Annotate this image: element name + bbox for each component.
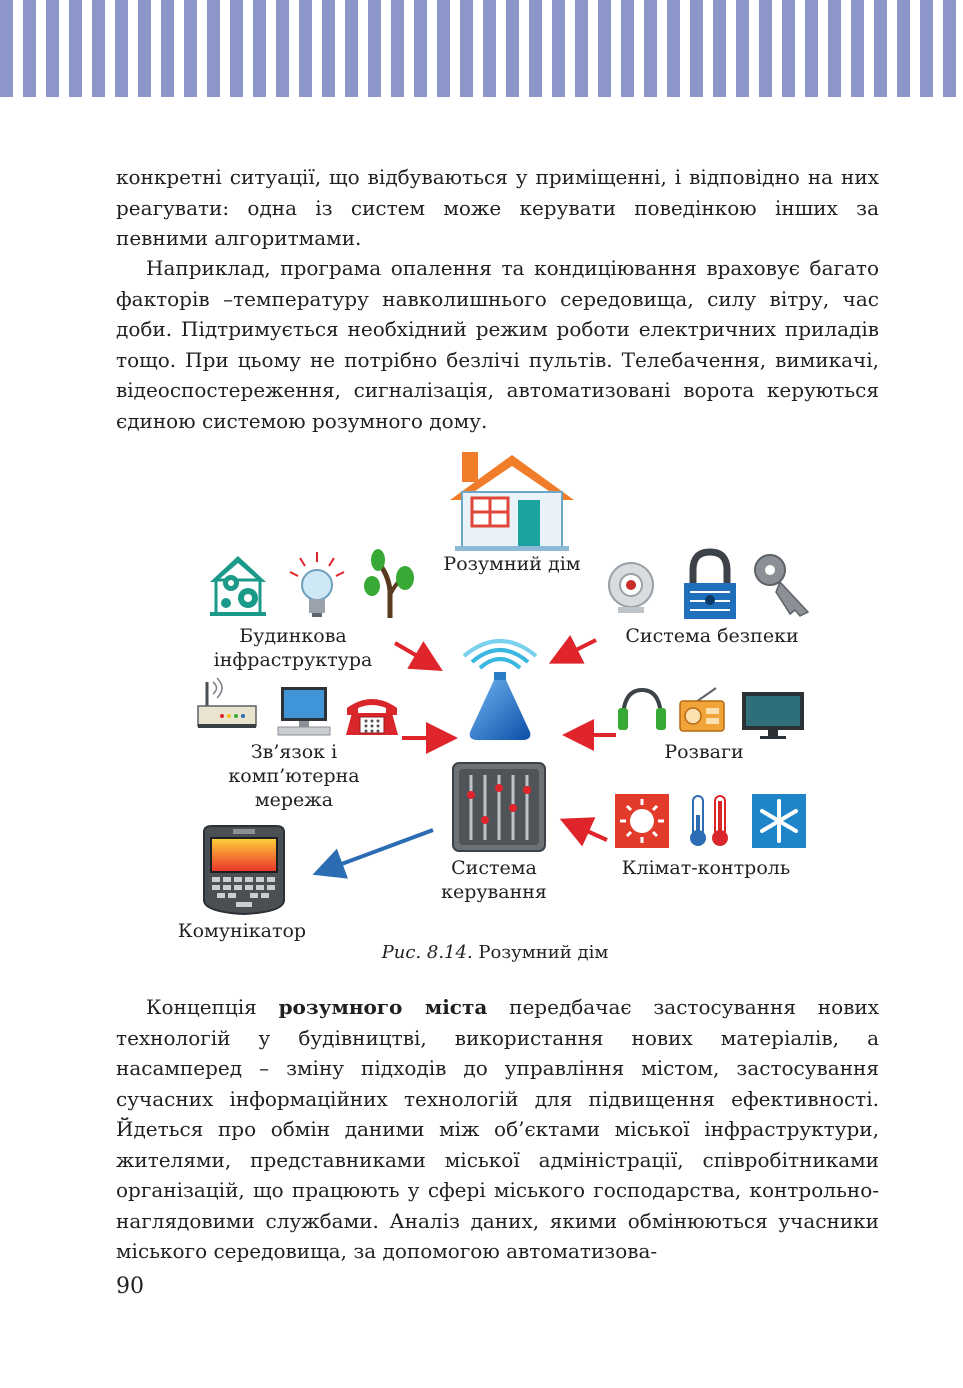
control-panel-icon	[453, 763, 545, 851]
telephone-icon	[346, 699, 398, 735]
smart-home-figure	[0, 440, 963, 980]
webcam-icon	[609, 563, 653, 613]
label-control-system: Система керування	[441, 857, 547, 903]
label-communicator: Комунікатор	[177, 920, 307, 942]
key-icon	[755, 555, 808, 616]
headphones-icon	[618, 690, 666, 730]
arrow-communicator	[320, 830, 433, 872]
computer-icon	[278, 687, 330, 735]
router-icon	[198, 678, 256, 728]
label-home-infrastructure: Будинкова інфраструктура	[213, 625, 373, 671]
snowflake-icon	[752, 794, 806, 848]
header-stripes	[0, 0, 963, 97]
label-entertainment: Розваги	[664, 741, 744, 763]
plant-icon	[364, 549, 414, 618]
lock-icon	[684, 552, 736, 619]
label-climate-control: Клімат-контроль	[621, 857, 791, 879]
arrow-climate	[567, 822, 607, 840]
thermometer-icon	[690, 796, 728, 846]
gears-house-icon	[210, 556, 266, 616]
smart-hub-icon	[464, 641, 536, 740]
paragraph-2: Наприклад, програма опалення та кондиціювання враховує багато факторів –температуру навколишнього середовища, силу вітру, час доби. Підтримується необхідний режим роботи електричних приладів тощо. При цьому не потрібно безлічі пультів. Телебачення, вимикачі, відеоспостереження, сигналізація, автоматизовані ворота керуються єдиною системою розумного дому.	[116, 256, 879, 433]
paragraph-3: Концепція розумного міста передбачає застосування нових технологій у будівництві, використання нових матеріалів, а насамперед – зміну підходів до управління містом, застосування сучасних інформаційних технологій для підвищення ефективності. Йдеться про обмін даними між об’єктами міської інфраструктури, жителями, представниками міської адміністрації, співробітниками організацій, що працюють у сфері міського господарства, контрольно-наглядовими службами. Аналіз даних, якими обмінюються учасники міського середовища, за допомогою автоматизова-	[116, 995, 879, 1263]
sun-icon	[615, 794, 669, 848]
communicator-icon	[204, 826, 284, 914]
light-bulb-icon	[290, 552, 344, 617]
arrow-security	[556, 640, 596, 660]
house-icon	[450, 452, 574, 551]
tv-icon	[742, 692, 804, 739]
caption-prefix: Рис. 8.14.	[381, 942, 473, 963]
label-smart-home: Розумний дім	[443, 553, 581, 575]
arrow-infra	[395, 643, 436, 667]
figure-caption	[0, 942, 963, 963]
label-network: Зв’язок і комп’ютерна мережа	[228, 741, 360, 811]
caption-text: Розумний дім	[472, 942, 609, 963]
radio-icon	[680, 688, 724, 731]
smart-city-term: розумного міста	[278, 995, 488, 1019]
label-security-system: Система безпеки	[625, 625, 799, 647]
page-number: 90	[116, 1274, 144, 1299]
paragraph-1: конкретні ситуації, що відбуваються у приміщенні, і відповідно на них реагувати: одна із систем може керувати поведінкою інших за певними алгоритмами.	[116, 165, 879, 250]
